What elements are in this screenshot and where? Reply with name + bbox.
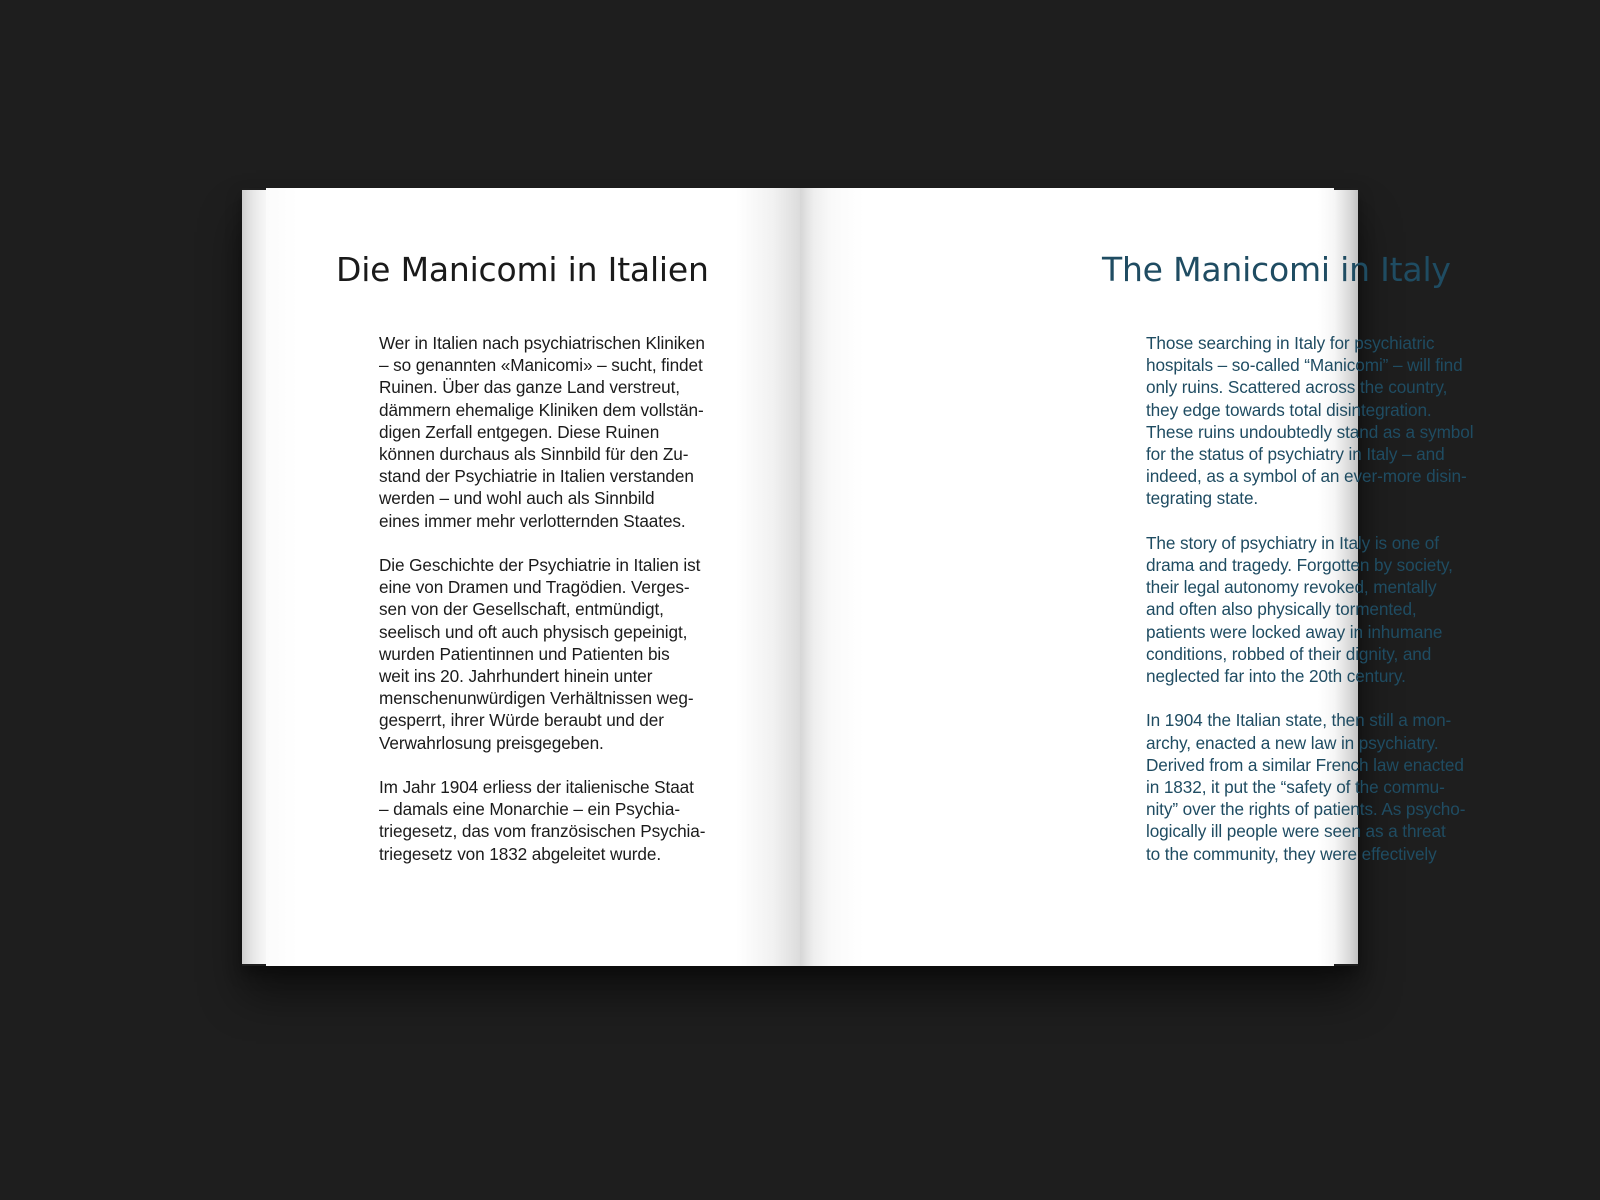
text-line: only ruins. Scattered across the country, <box>1146 377 1448 398</box>
text-line: seelisch und oft auch physisch gepeinigt, <box>379 621 688 642</box>
right-page-body <box>1146 332 1516 887</box>
text-line: in 1832, it put the “safety of the commu- <box>1146 777 1445 798</box>
text-line: Derived from a similar French law enacted <box>1146 754 1464 775</box>
left-paragraph-1 <box>379 332 749 532</box>
text-line: Those searching in Italy for psychiatric <box>1146 333 1435 353</box>
right-page-title: The Manicomi in Italy <box>1102 250 1451 289</box>
text-line: gesperrt, ihrer Würde beraubt und der <box>379 710 664 731</box>
text-line: In 1904 the Italian state, then still a mon- <box>1146 710 1452 731</box>
right-page <box>800 188 1474 966</box>
text-line: Die Geschichte der Psychiatrie in Italien ist <box>379 555 701 576</box>
text-line: neglected far into the 20th century. <box>1146 666 1406 687</box>
text-line: – so genannten «Manicomi» – sucht, findet <box>379 355 703 376</box>
text-line: The story of psychiatry in Italy is one of <box>1146 532 1439 553</box>
text-line: drama and tragedy. Forgotten by society, <box>1146 555 1453 576</box>
text-line: triegesetz von 1832 abgeleitet wurde. <box>379 843 661 864</box>
text-line: – damals eine Monarchie – ein Psychia- <box>379 799 680 820</box>
text-line: Im Jahr 1904 erliess der italienische Staat <box>379 777 694 798</box>
text-line: menschenunwürdigen Verhältnissen weg- <box>379 688 694 709</box>
text-line: sen von der Gesellschaft, entmündigt, <box>379 599 664 620</box>
text-line: patients were locked away in inhumane <box>1146 621 1443 642</box>
text-line: nity” over the rights of patients. As psycho- <box>1146 799 1466 820</box>
text-line: digen Zerfall entgegen. Diese Ruinen <box>379 421 660 442</box>
left-paragraph-3 <box>379 776 749 865</box>
text-line: logically ill people were seen as a threat <box>1146 821 1446 842</box>
text-line: conditions, robbed of their dignity, and <box>1146 643 1432 664</box>
right-paragraph-1 <box>1146 332 1516 510</box>
text-line: Wer in Italien nach psychiatrischen Kliniken <box>379 333 705 353</box>
text-line: eine von Dramen und Tragödien. Verges- <box>379 577 690 598</box>
open-book <box>242 188 1474 966</box>
text-line: These ruins undoubtedly stand as a symbol <box>1146 421 1474 442</box>
text-line: werden – und wohl auch als Sinnbild <box>379 488 655 509</box>
text-line: eines immer mehr verlotternden Staates. <box>379 510 686 531</box>
text-line: indeed, as a symbol of an ever-more disin- <box>1146 466 1467 487</box>
text-line: stand der Psychiatrie in Italien verstanden <box>379 466 694 487</box>
text-line: hospitals – so-called “Manicomi” – will find <box>1146 355 1463 376</box>
text-line: können durchaus als Sinnbild für den Zu- <box>379 444 689 465</box>
text-line: archy, enacted a new law in psychiatry. <box>1146 732 1439 753</box>
right-paragraph-2 <box>1146 532 1516 687</box>
text-line: Verwahrlosung preisgegeben. <box>379 732 604 753</box>
text-line: their legal autonomy revoked, mentally <box>1146 577 1437 598</box>
text-line: triegesetz, das vom französischen Psychia- <box>379 821 706 842</box>
text-line: weit ins 20. Jahrhundert hinein unter <box>379 666 653 687</box>
left-paragraph-2 <box>379 554 749 754</box>
text-line: to the community, they were effectively <box>1146 843 1437 864</box>
text-line: wurden Patientinnen und Patienten bis <box>379 643 670 664</box>
text-line: dämmern ehemalige Kliniken dem vollstän- <box>379 399 704 420</box>
text-line: Ruinen. Über das ganze Land verstreut, <box>379 377 680 398</box>
right-paragraph-3 <box>1146 709 1516 864</box>
text-line: they edge towards total disintegration. <box>1146 399 1432 420</box>
text-line: and often also physically tormented, <box>1146 599 1417 620</box>
text-line: for the status of psychiatry in Italy – and <box>1146 444 1445 465</box>
text-line: tegrating state. <box>1146 488 1259 509</box>
left-page <box>266 188 800 966</box>
page-edges-left <box>242 190 268 964</box>
left-page-body <box>379 332 749 887</box>
left-page-title: Die Manicomi in Italien <box>336 250 709 289</box>
